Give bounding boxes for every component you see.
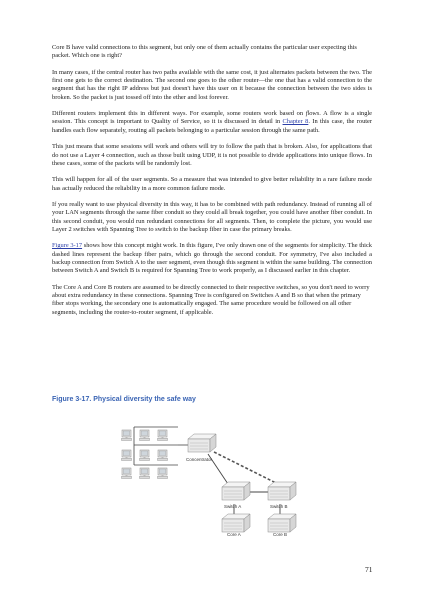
- cross-reference-link[interactable]: Chapter 8: [282, 118, 309, 126]
- paragraph: [52, 110, 372, 135]
- paragraph: [52, 284, 372, 317]
- paragraph-text: . A flow is a single session. This concept is important to Quality of Service, so it is discussed in detail in: [52, 110, 373, 126]
- core-a-device: [222, 514, 250, 532]
- paragraph-text: This will happen for all of the user segments. So a measure that was intended to give better reliability in a rare failure mode has actually reduced the reliability in a more common failure mode.: [52, 176, 372, 192]
- paragraph-text: The Core A and Core B routers are assumed to be directly connected to their respective switches, so you don't need to worry about extra redundancy in these connections. Spanning Tree is configured on Switches A and B so that when the primary fiber stops working, the secondary one is automatically engaged. The same procedure would be followed on all other segments, including the router-to-router segment, if applicable.: [52, 283, 370, 316]
- workstation: [158, 468, 168, 479]
- page-number: 71: [365, 565, 373, 574]
- paragraph-text: Different routers implement this in different ways. For example, some routers work based on: [52, 110, 306, 118]
- paragraph-text: If you really want to use physical diversity in this way, it has to be combined with path redundancy. Instead of running all of your LAN segments through the same fiber conduit so they could all break together, you could have another fiber conduit. In this second conduit, you would run redundant connections for all segments. Then, to complete the picture, you would use Layer 2 switches with Spanning Tree to switch to the backup fiber in case the primary breaks.: [52, 201, 372, 233]
- paragraph: [52, 44, 372, 61]
- workstation: [122, 450, 132, 461]
- workstation: [122, 430, 132, 441]
- body-text: [52, 44, 372, 325]
- paragraph-text: Core B have valid connections to this segment, but only one of them actually contains the particular user expecting this packet. Which one is right?: [52, 44, 357, 60]
- emphasis-text: flows: [305, 110, 320, 118]
- switch-a-device: [222, 482, 250, 500]
- switch-a-label: Switch A: [224, 504, 242, 509]
- paragraph-text: shows how this concept might work. In this figure, I've only drawn one of the segments for simplicity. The thick dashed lines represent the backup fiber pairs, which go through the second conduit. For symmetry, I've also included a backup connection from Switch A to the user segment, even though this segment is within the same building. The connection between Switch A and Switch B is required for Spanning Tree to work properly, as I discussed earlier in this chapter.: [52, 242, 372, 275]
- paragraph-text: This just means that some sessions will work and others will try to follow the path that is broken. Also, for applications that do not use a Layer 4 connection, such as those built using UDP, it is not possible to divide applications into unique flows. In these cases, some of the packets will be randomly lost.: [52, 143, 372, 167]
- cross-reference-link[interactable]: Figure 3-17: [52, 242, 83, 250]
- switch-b-label: Switch B: [270, 504, 288, 509]
- network-diagram: [110, 412, 310, 537]
- paragraph: [52, 176, 372, 193]
- workstation: [140, 468, 150, 479]
- workstation: [122, 468, 132, 479]
- paragraph: [52, 242, 372, 275]
- paragraph: [52, 143, 372, 168]
- paragraph-text: . In this case, the router handles each flow separately, routing all packets belonging to a particular session through the same path.: [52, 118, 372, 134]
- core-a-label: Core A: [227, 532, 241, 537]
- switch-b-device: [268, 482, 296, 500]
- core-b-device: [268, 514, 296, 532]
- paragraph: [52, 69, 372, 102]
- workstation: [158, 450, 168, 461]
- core-b-label: Core B: [273, 532, 288, 537]
- workstation: [158, 430, 168, 441]
- paragraph: [52, 201, 372, 234]
- concentrator-label: Concentrator: [186, 457, 213, 462]
- workstation: [140, 450, 150, 461]
- backup-fiber-link: [214, 452, 278, 484]
- workstation: [140, 430, 150, 441]
- figure-caption: Figure 3-17. Physical diversity the safe way: [52, 396, 196, 403]
- paragraph-text: In many cases, if the central router has two paths available with the same cost, it just alternates packets between the two. The first one gets to the correct destination. The second one goes to the other router—the one that has a valid connection to the segment that has the right IP address but just doesn't have this user on it because the connection between the two sides is broken. So the packet is just tossed off into the ether and lost forever.: [52, 68, 372, 101]
- concentrator-device: [188, 434, 216, 452]
